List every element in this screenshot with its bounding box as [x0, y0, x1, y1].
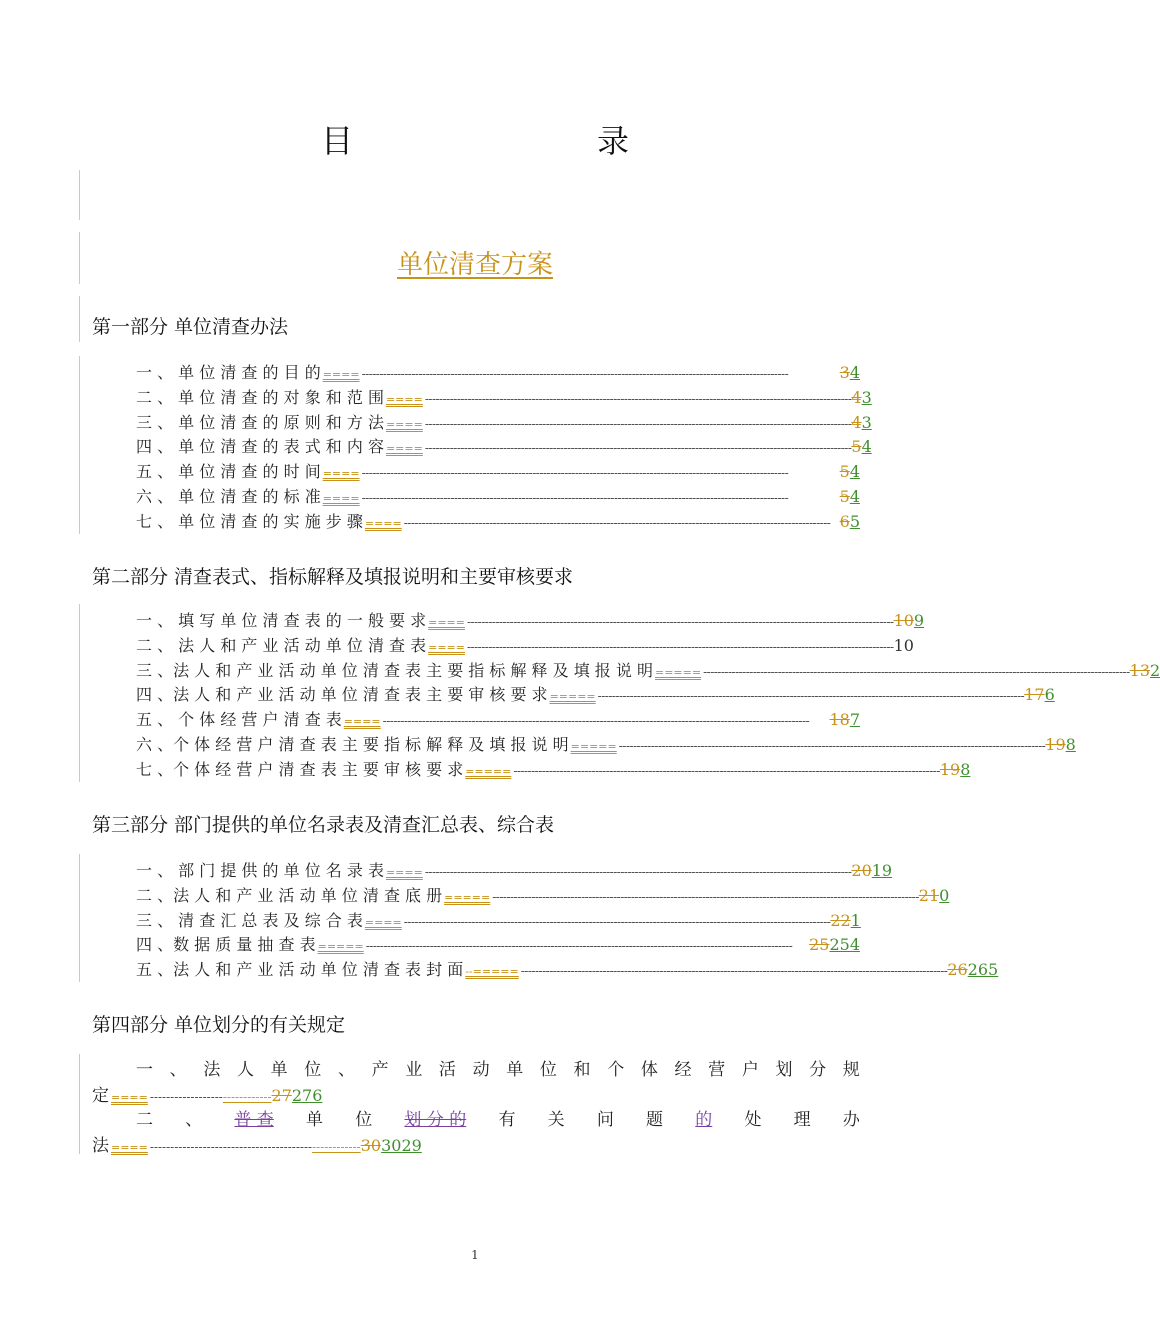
part-heading[interactable]: 第四部分 单位划分的有关规定 [92, 1014, 346, 1036]
toc-list-part-3 [136, 858, 999, 982]
toc-entry[interactable]: 四 、 单 位 清 查 的 表 式 和 内 容 ==== ------------------------------------------------------------------------------------------------------------------------ 54 [136, 437, 872, 457]
toc-wrapped-entry-1[interactable] [92, 1058, 860, 1110]
toc-entry[interactable]: 六 、个 体 经 营 户 清 查 表 主 要 指 标 解 释 及 填 报 说 明 ===== ------------------------------------------------------------------------------------------------------------------------ 198 [136, 734, 1076, 754]
toc-entry[interactable]: 二 、 法 人 和 产 业 活 动 单 位 清 查 表 ==== ------------------------------------------------------------------------------------------------------------------------ 10 [136, 635, 914, 655]
change-bar [79, 854, 80, 982]
toc-entry[interactable]: 七 、 单 位 清 查 的 实 施 步 骤 ==== ------------------------------------------------------------------------------------------------------------------------ 65 [136, 511, 860, 531]
toc-entry[interactable]: 五 、法 人 和 产 业 活 动 单 位 清 查 表 封 面 --===== ------------------------------------------------------------------------------------------------------------------------ 26265 [136, 960, 999, 980]
entry-line: 一 、 法 人 单 位 、 产 业 活 动 单 位 和 个 体 经 营 户 划 分 规 [136, 1060, 860, 1080]
change-bar [79, 170, 80, 220]
part-heading[interactable]: 第二部分 清查表式、指标解释及填报说明和主要审核要求 [92, 566, 574, 588]
toc-entry[interactable]: 一 、 填 写 单 位 清 查 表 的 一 般 要 求 ==== ------------------------------------------------------------------------------------------------------------------------ 109 [136, 611, 925, 630]
toc-entry[interactable]: 二 、 单 位 清 查 的 对 象 和 范 围 ==== ------------------------------------------------------------------------------------------------------------------------ 43 [136, 387, 872, 407]
toc-entry[interactable]: 七 、个 体 经 营 户 清 查 表 主 要 审 核 要 求 ===== ------------------------------------------------------------------------------------------------------------------------ 198 [136, 759, 971, 779]
toc-entry[interactable]: 三 、 清 查 汇 总 表 及 综 合 表 ==== ------------------------------------------------------------------------------------------------------------------------ 221 [136, 910, 861, 930]
toc-wrapped-entry-2[interactable] [92, 1108, 860, 1160]
toc-entry[interactable]: 一 、 单 位 清 查 的 目 的 ==== ------------------------------------------------------------------------------------------------------------------------ 34 [136, 363, 860, 382]
plan-subtitle[interactable]: 单位清查方案 [396, 250, 553, 280]
entry-line: 法 ==== ---------------------------------------- ------------ 303029 [92, 1136, 422, 1156]
part-heading[interactable]: 第三部分 部门提供的单位名录表及清查汇总表、综合表 [92, 814, 555, 836]
part-heading[interactable]: 第一部分 单位清查办法 [92, 316, 289, 338]
entry-line: 二 、 普 查 单 位 划 分 的 有 关 问 题 的 处 理 办 [136, 1110, 860, 1130]
entry-line: 定 ==== ------------------ ------------ 27276 [92, 1086, 323, 1106]
toc-entry[interactable]: 三 、法 人 和 产 业 活 动 单 位 清 查 表 主 要 指 标 解 释 及 填 报 说 明 ===== ------------------------------------------------------------------------------------------------------------------------ 132 [136, 660, 1160, 680]
toc-entry[interactable]: 五 、 单 位 清 查 的 时 间 ==== ------------------------------------------------------------------------------------------------------------------------ 54 [136, 462, 860, 482]
change-bar [79, 1054, 80, 1154]
toc-title: 目 录 [320, 122, 689, 160]
toc-entry[interactable]: 五 、 个 体 经 营 户 清 查 表 ==== ------------------------------------------------------------------------------------------------------------------------ 187 [136, 710, 860, 730]
change-bar [79, 296, 80, 342]
toc-entry[interactable]: 三 、 单 位 清 查 的 原 则 和 方 法 ==== ------------------------------------------------------------------------------------------------------------------------ 43 [136, 412, 872, 432]
toc-entry[interactable]: 一 、 部 门 提 供 的 单 位 名 录 表 ==== ------------------------------------------------------------------------------------------------------------------------ 2019 [136, 861, 893, 880]
toc-entry[interactable]: 四 、法 人 和 产 业 活 动 单 位 清 查 表 主 要 审 核 要 求 ===== ------------------------------------------------------------------------------------------------------------------------ 176 [136, 685, 1055, 705]
change-bar [79, 604, 80, 782]
change-bar [79, 356, 80, 534]
toc-entry[interactable]: 六 、 单 位 清 查 的 标 准 ==== ------------------------------------------------------------------------------------------------------------------------ 54 [136, 486, 860, 506]
page-number: 1 [471, 1248, 479, 1262]
toc-entry[interactable]: 四 、数 据 质 量 抽 查 表 ===== ------------------------------------------------------------------------------------------------------------------------ 25254 [136, 935, 860, 955]
toc-list-part-1 [136, 360, 872, 534]
toc-entry[interactable]: 二 、法 人 和 产 业 活 动 单 位 清 查 底 册 ===== ------------------------------------------------------------------------------------------------------------------------ 210 [136, 885, 950, 905]
toc-list-part-2 [136, 608, 1160, 782]
